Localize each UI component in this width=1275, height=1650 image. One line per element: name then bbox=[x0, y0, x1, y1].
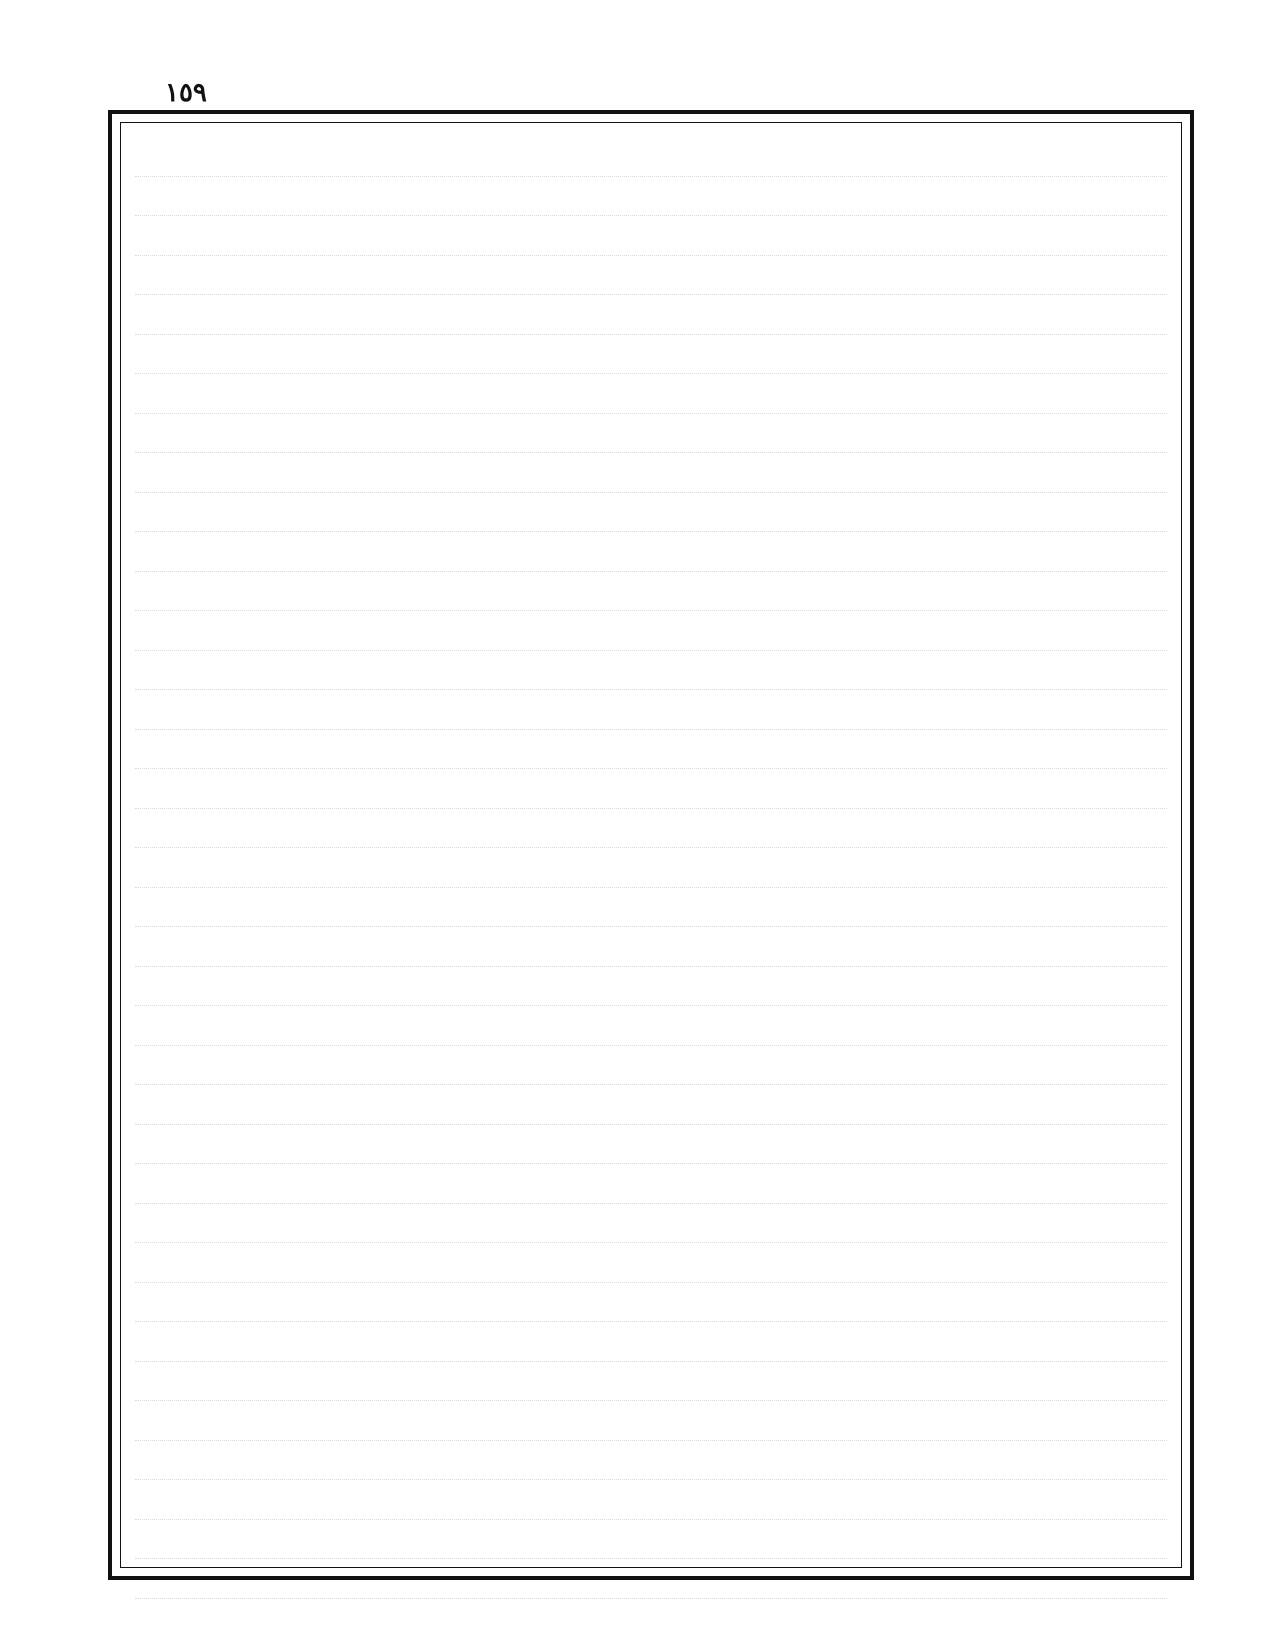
text-line bbox=[135, 730, 1167, 770]
text-line bbox=[135, 1243, 1167, 1283]
text-line bbox=[135, 295, 1167, 335]
text-line bbox=[135, 1046, 1167, 1086]
text-line bbox=[135, 256, 1167, 296]
text-line bbox=[135, 414, 1167, 454]
text-line bbox=[135, 374, 1167, 414]
text-line bbox=[135, 216, 1167, 256]
text-line bbox=[135, 177, 1167, 217]
text-line bbox=[135, 769, 1167, 809]
text-line bbox=[135, 453, 1167, 493]
text-line bbox=[135, 690, 1167, 730]
text-line bbox=[135, 967, 1167, 1007]
text-line bbox=[135, 1362, 1167, 1402]
text-line bbox=[135, 572, 1167, 612]
text-line bbox=[135, 1125, 1167, 1165]
main-text-block bbox=[135, 137, 1167, 1559]
page-border-inner bbox=[120, 122, 1182, 1568]
text-line bbox=[135, 927, 1167, 967]
text-line bbox=[135, 611, 1167, 651]
text-line bbox=[135, 1441, 1167, 1481]
text-line bbox=[135, 1204, 1167, 1244]
text-line bbox=[135, 848, 1167, 888]
text-line bbox=[135, 137, 1167, 177]
text-line bbox=[135, 809, 1167, 849]
text-line bbox=[135, 493, 1167, 533]
text-line bbox=[135, 532, 1167, 572]
text-line bbox=[135, 1085, 1167, 1125]
text-line bbox=[135, 1480, 1167, 1520]
text-line bbox=[135, 335, 1167, 375]
text-line-final bbox=[135, 1559, 1167, 1599]
section-closing-line bbox=[135, 1520, 1167, 1560]
text-line bbox=[135, 1322, 1167, 1362]
text-line bbox=[135, 1401, 1167, 1441]
text-line bbox=[135, 888, 1167, 928]
text-line bbox=[135, 1164, 1167, 1204]
text-line bbox=[135, 1283, 1167, 1323]
text-line bbox=[135, 651, 1167, 691]
page-border-outer bbox=[108, 110, 1194, 1580]
text-line bbox=[135, 1006, 1167, 1046]
page-number: ١٥٩ bbox=[165, 78, 207, 108]
